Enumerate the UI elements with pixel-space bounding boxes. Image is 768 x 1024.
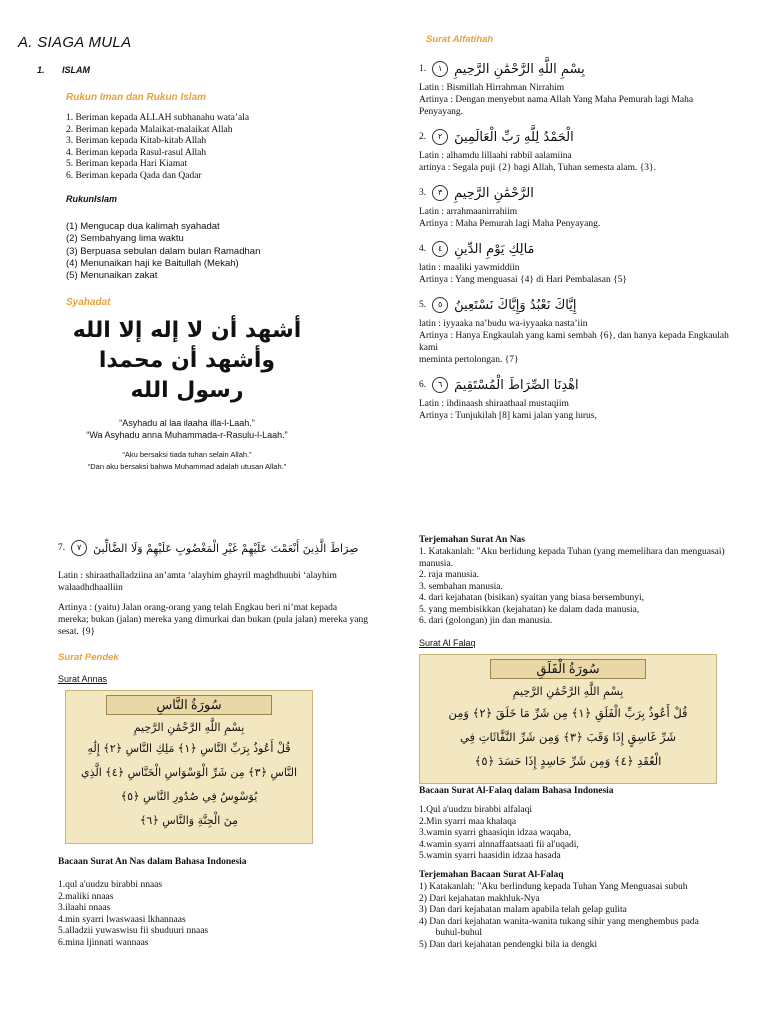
verse-number-circle: ٦ — [432, 377, 448, 393]
verse-arabic: مَالِكِ يَوْمِ الدِّينِ — [454, 241, 535, 257]
rukun-islam-heading: RukunIslam — [66, 194, 118, 204]
verse-number-circle: ٧ — [71, 540, 87, 556]
verse-text-line: Latin : Bismillah Hirrahman Nirrahim — [419, 83, 565, 93]
section-title: A. SIAGA MULA — [18, 34, 132, 51]
verse-number-circle: ٣ — [432, 185, 448, 201]
verse-number: 4. — [419, 244, 427, 254]
islam-subtitle: 1. ISLAM — [37, 65, 91, 75]
verse-text-line: Artinya : Tunjukilah [8] kami jalan yang lurus, — [419, 411, 597, 421]
alfatihah-verse — [419, 124, 739, 174]
verse-text-line: Artinya : Maha Pemurah lagi Maha Penyayang. — [419, 219, 601, 229]
verse-number-circle: ١ — [432, 61, 448, 77]
list-item: 5.wamin syarri haasidin idzaa hasada — [419, 851, 561, 861]
verse-7-latin: Latin : shiraathalladziina an’amta ‘alayhim ghayril maghdhuubi ‘alayhim walaadhdhaalliin — [58, 571, 337, 593]
alfatihah-heading: Surat Alfatihah — [426, 34, 494, 45]
verse-arabic: اهْدِنَا الصِّرَاطَ الْمُسْتَقِيمَ — [454, 377, 579, 393]
surat-pendek-heading: Surat Pendek — [58, 652, 119, 663]
alfatihah-verse — [419, 372, 739, 422]
syahadat-latin-1: “Asyhadu al laa ilaaha illa-l-Laah.” — [119, 418, 255, 428]
list-item: (2) Sembahyang lima waktu — [66, 233, 184, 245]
list-item: 4. Beriman kepada Rasul-rasul Allah — [66, 147, 207, 158]
surat-annas-label — [58, 674, 107, 684]
alfalaq-terjemahan-heading: Terjemahan Bacaan Surat Al-Falaq — [419, 870, 564, 880]
alfatihah-verse — [419, 236, 739, 286]
verse-text-line: latin : maaliki yawmiddiin — [419, 263, 520, 273]
syahadat-image — [64, 312, 310, 472]
surat-alfalaq-label — [419, 638, 476, 648]
list-item: buhul-buhul — [419, 928, 483, 938]
list-item: (4) Menunaikan haji ke Baitullah (Mekah) — [66, 257, 239, 269]
surat-alfalaq-label-text: Surat Al Falaq — [419, 638, 476, 648]
verse-row — [419, 292, 739, 318]
alfalaq-terjemahan-list — [419, 882, 729, 951]
list-item: 2. Beriman kepada Malaikat-malaikat Allah — [66, 124, 233, 135]
list-item: 6. Beriman kepada Qada dan Qadar — [66, 170, 202, 181]
list-item: 1) Katakanlah: "Aku berlindung kepada Tuhan Yang Menguasai subuh — [419, 882, 688, 892]
verse-text-line: meminta pertolongan. {7} — [419, 355, 519, 365]
list-item: 3) Dan dari kejahatan malam apabila telah gelap gulita — [419, 905, 627, 915]
alfatihah-verse — [419, 180, 739, 230]
alfatihah-verse-7 — [58, 540, 368, 556]
verse-row — [419, 124, 739, 150]
verse-text-line: Artinya : Dengan menyebut nama Allah Yang Maha Pemurah lagi Maha Penyayang. — [419, 95, 694, 117]
list-item: (5) Menunaikan zakat — [66, 270, 158, 282]
list-item: 3.ilaahi nnaas — [58, 903, 111, 913]
list-item: 4. dari kejahatan (bisikan) syaitan yang biasa bersembunyi, — [419, 593, 645, 603]
list-item: 3. sembahan manusia. — [419, 581, 503, 592]
list-item: 1. Beriman kepada ALLAH subhanahu wata’ala — [66, 113, 250, 123]
verse-number-circle: ٤ — [432, 241, 448, 257]
verse-arabic: الرَّحْمَٰنِ الرَّحِيمِ — [454, 185, 534, 201]
verse-number: 7. — [58, 543, 66, 553]
verse-row — [419, 56, 739, 82]
verse-number: 3. — [419, 188, 427, 198]
list-item: 6.mina ljinnati wannaas — [58, 937, 149, 948]
list-item: (3) Berpuasa sebulan dalam bulan Ramadhan — [66, 245, 261, 257]
verse-text-line: Artinya : Yang menguasai {4} di Hari Pembalasan {5} — [419, 275, 627, 285]
quran-line: قُلْ أَعُوذُ بِرَبِّ النَّاسِ ﴿١﴾ مَلِكِ النَّاسِ ﴿٢﴾ إِلَٰهِ — [87, 742, 291, 755]
surat-alfalaq-header: سُورَةُ الْفَلَقِ — [490, 659, 646, 679]
surat-annas-header: سُورَةُ النَّاسِ — [106, 695, 272, 715]
syahadat-meaning-1: “Aku bersaksi tiada tuhan selain Allah.” — [122, 450, 252, 459]
annas-terjemahan-heading: Terjemahan Surat An Nas — [419, 535, 526, 545]
alfatihah-verse — [419, 292, 739, 366]
surat-annas-image — [65, 690, 313, 844]
annas-bacaan-heading: Bacaan Surat An Nas dalam Bahasa Indonesia — [58, 857, 247, 867]
syahadat-meaning-2: “Dan aku bersaksi bahwa Muhammad adalah utusan Allah.” — [87, 462, 287, 471]
verse-text-line: Latin : alhamdu lillaahi rabbil aalamiina — [419, 151, 572, 161]
list-item: 2. raja manusia. — [419, 570, 480, 580]
verse-text-line: Latin : ihdinaash shiraathaal mustaqiim — [419, 399, 569, 409]
rukun-iman-heading: Rukun Iman dan Rukun Islam — [66, 92, 207, 103]
list-item: 2.maliki nnaas — [58, 891, 114, 902]
verse-number: 2. — [419, 132, 427, 142]
verse-text-line: artinya : Segala puji {2} bagi Allah, Tuhan semesta alam. {3}. — [419, 163, 656, 173]
list-item: 6. dari (golongan) jin dan manusia. — [419, 616, 553, 626]
list-item: 4.min syarri lwaswaasi lkhannaas — [58, 914, 186, 925]
verse-arabic: الْحَمْدُ لِلَّهِ رَبِّ الْعَالَمِينَ — [454, 129, 574, 145]
list-item: 1.Qul a'uudzu birabbi alfalaqi — [419, 805, 533, 815]
verse-7-artinya: Artinya : (yaitu) Jalan orang-orang yang telah Engkau beri ni’mat kepada mereka; bukan (jalan) mereka yang dimurkai dan bukan (pula jalan) mereka yang sesat. {9} — [58, 603, 368, 637]
alfalaq-bacaan-list — [419, 805, 729, 863]
verse-row — [419, 180, 739, 206]
quran-line: الْعُقَدِ ﴿٤﴾ وَمِن شَرِّ حَاسِدٍ إِذَا حَسَدَ ﴿٥﴾ — [474, 754, 662, 768]
list-item: (1) Mengucap dua kalimah syahadat — [66, 221, 220, 232]
list-item: 4) Dan dari kejahatan wanita-wanita tukang sihir yang menghembus pada — [419, 916, 699, 927]
quran-line: شَرِّ غَاسِقٍ إِذَا وَقَبَ ﴿٣﴾ وَمِن شَرِّ النَّفَّاثَاتِ فِي — [459, 730, 677, 744]
quran-line: قُلْ أَعُوذُ بِرَبِّ الْفَلَقِ ﴿١﴾ مِن شَرِّ مَا خَلَقَ ﴿٢﴾ وَمِن — [448, 706, 688, 720]
verse-arabic: بِسْمِ اللَّهِ الرَّحْمَٰنِ الرَّحِيمِ — [454, 61, 585, 77]
verse-number: 6. — [419, 380, 427, 390]
verse-text-line: Artinya : Hanya Engkaulah yang kami sembah {6}, dan hanya kepada Engkaulah kami — [419, 331, 729, 353]
syahadat-arabic-line-2: وأشهد أن محمدا رسول الله — [98, 348, 276, 403]
list-item: 4.wamin syarri alnnaffaatsaati fii al'uqadi, — [419, 839, 579, 850]
quran-line: بِسْمِ اللَّهِ الرَّحْمَٰنِ الرَّحِيمِ — [512, 685, 624, 698]
quran-line: مِنَ الْجِنَّةِ وَالنَّاسِ ﴿٦﴾ — [139, 814, 239, 827]
verse-text-line: latin : iyyaaka na’budu wa-iyyaaka nasta’iin — [419, 319, 588, 329]
verse-arabic: إِيَّاكَ نَعْبُدُ وَإِيَّاكَ نَسْتَعِينُ — [454, 297, 577, 313]
syahadat-heading: Syahadat — [66, 297, 111, 308]
verse-text-line: Latin : arrahmaanirrahiim — [419, 207, 518, 217]
quran-line: بِسْمِ اللَّهِ الرَّحْمَٰنِ الرَّحِيمِ — [133, 721, 245, 734]
verse-row — [419, 372, 739, 398]
verse-number-circle: ٥ — [432, 297, 448, 313]
verse-number-circle: ٢ — [432, 129, 448, 145]
rukun-iman-list — [66, 113, 366, 182]
annas-terjemahan-list — [419, 547, 729, 628]
surat-annas-label-text: Surat Annas — [58, 674, 108, 684]
annas-bacaan-list — [58, 880, 358, 949]
list-item: 5. yang membisikkan (kejahatan) ke dalam dada manusia, — [419, 604, 640, 615]
quran-line: يُوَسْوِسُ فِي صُدُورِ النَّاسِ ﴿٥﴾ — [120, 790, 258, 803]
syahadat-arabic-line-1: أشهد أن لا إله إلا الله — [72, 318, 302, 343]
list-item: 5. Beriman kepada Hari Kiamat — [66, 159, 188, 169]
verse-number: 5. — [419, 300, 427, 310]
rukun-islam-list — [66, 221, 366, 282]
verse-row — [419, 236, 739, 262]
verse-arabic: صِرَاطَ الَّذِينَ أَنْعَمْتَ عَلَيْهِمْ غَيْرِ الْمَغْضُوبِ عَلَيْهِمْ وَلَا الضَّالِّينَ — [93, 541, 359, 555]
list-item: 2) Dari kejahatan makhluk-Nya — [419, 893, 540, 904]
syahadat-latin-2: “Wa Asyhadu anna Muhammada-r-Rasulu-l-Laah.” — [86, 430, 288, 440]
list-item: 5.alladzii yuwaswisu fii shuduuri nnaas — [58, 926, 209, 936]
list-item: 1. Katakanlah: "Aku berlidung kepada Tuhan (yang memelihara dan menguasai) manusia. — [419, 547, 725, 569]
surat-alfalaq-image — [419, 654, 717, 784]
alfatihah-verse — [419, 56, 739, 118]
alfatihah-verses — [419, 56, 739, 428]
verse-number: 1. — [419, 64, 427, 74]
list-item: 2.Min syarri maa khalaqa — [419, 816, 517, 827]
quran-line: النَّاسِ ﴿٣﴾ مِن شَرِّ الْوَسْوَاسِ الْخَنَّاسِ ﴿٤﴾ الَّذِي — [80, 766, 298, 779]
list-item: 3. Beriman kepada Kitab-kitab Allah — [66, 136, 207, 146]
list-item: 5) Dan dari kejahatan pendengki bila ia dengki — [419, 939, 598, 950]
list-item: 1.qul a'uudzu birabbi nnaas — [58, 880, 163, 890]
alfalaq-bacaan-heading: Bacaan Surat Al-Falaq dalam Bahasa Indonesia — [419, 786, 614, 796]
list-item: 3.wamin syarri ghaasiqin idzaa waqaba, — [419, 828, 571, 838]
